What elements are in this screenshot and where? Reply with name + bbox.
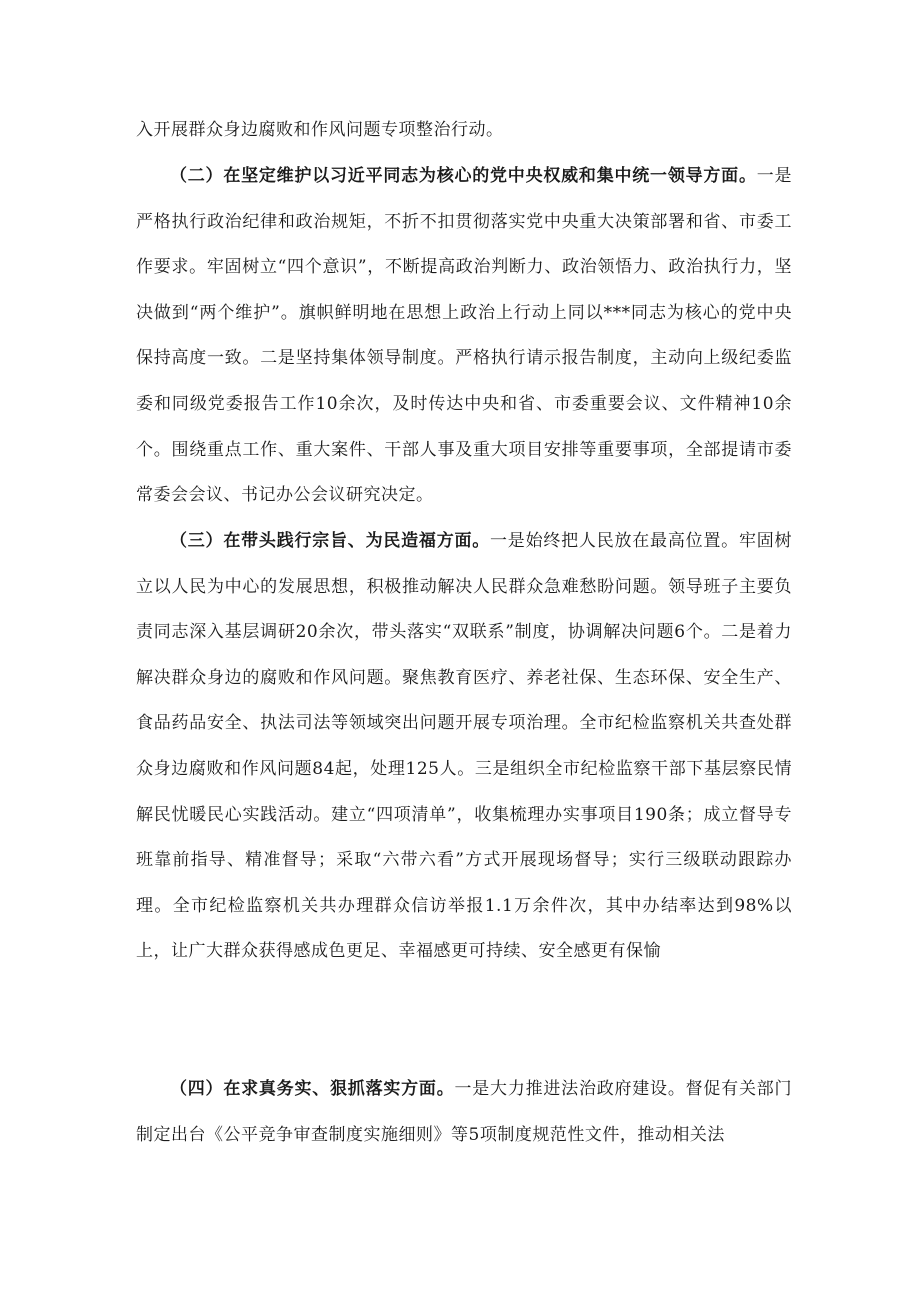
section-two [136,154,792,519]
paragraph-text: 一是始终把人民放在最高位置。牢固树立以人民为中心的发展思想，积极推动解决人民群众急难愁盼问题。领导班子主要负责同志深入基层调研20余次，带头落实“双联系”制度，协调解决问题6个。二是着力解决群众身边的腐败和作风问题。聚焦教育医疗、养老社保、生态环保、安全生产、食品药品安全、执法司法等领域突出问题开展专项治理。全市纪检监察机关共查处群众身边腐败和作风问题84起，处理125人。三是组织全市纪检监察干部下基层察民情解民忧暖民心实践活动。建立“四项清单”，收集梳理办实事项目190条；成立督导专班靠前指导、精准督导；采取“六带六看”方式开展现场督导；实行三级联动跟踪办理。全市纪检监察机关共办理群众信访举报1.1万余件次，其中办结率达到98%以上，让广大群众获得感成色更足、幸福感更可持续、安全感更有保愉 [136,531,793,962]
paragraph-section-three [136,519,792,975]
paragraph-continuation [136,108,792,154]
paragraph-section-two [136,154,792,519]
body-text [136,108,792,154]
section-three [136,519,792,975]
paragraph-text: 一是严格执行政治纪律和政治规矩，不折不扣贯彻落实党中央重大决策部署和省、市委工作要求。牢固树立“四个意识”，不断提高政治判断力、政治领悟力、政治执行力，坚决做到“两个维护”。旗帜鲜明地在思想上政治上行动上同以***同志为核心的党中央保持高度一致。二是坚持集体领导制度。严格执行请示报告制度，主动向上级纪委监委和同级党委报告工作10余次，及时传达中央和省、市委重要会议、文件精神10余个。围绕重点工作、重大案件、干部人事及重大项目安排等重要事项，全部提请市委常委会会议、书记办公会议研究决定。 [136,166,793,506]
section-heading: （三）在带头践行宗旨、为民造福方面。 [170,531,491,551]
paragraph-text: 一是大力推进法治政府建设。督促有关部门制定出台《公平竞争审查制度实施细则》等5项制度规范性文件，推动相关法 [136,1079,793,1145]
section-four [136,1067,792,1158]
paragraph-text: 入开展群众身边腐败和作风问题专项整治行动。 [136,120,504,140]
paragraph-section-four [136,1067,792,1158]
section-heading: （四）在求真务实、狠抓落实方面。 [170,1079,455,1099]
section-heading: （二）在坚定维护以习近平同志为核心的党中央权威和集中统一领导方面。 [170,166,757,186]
